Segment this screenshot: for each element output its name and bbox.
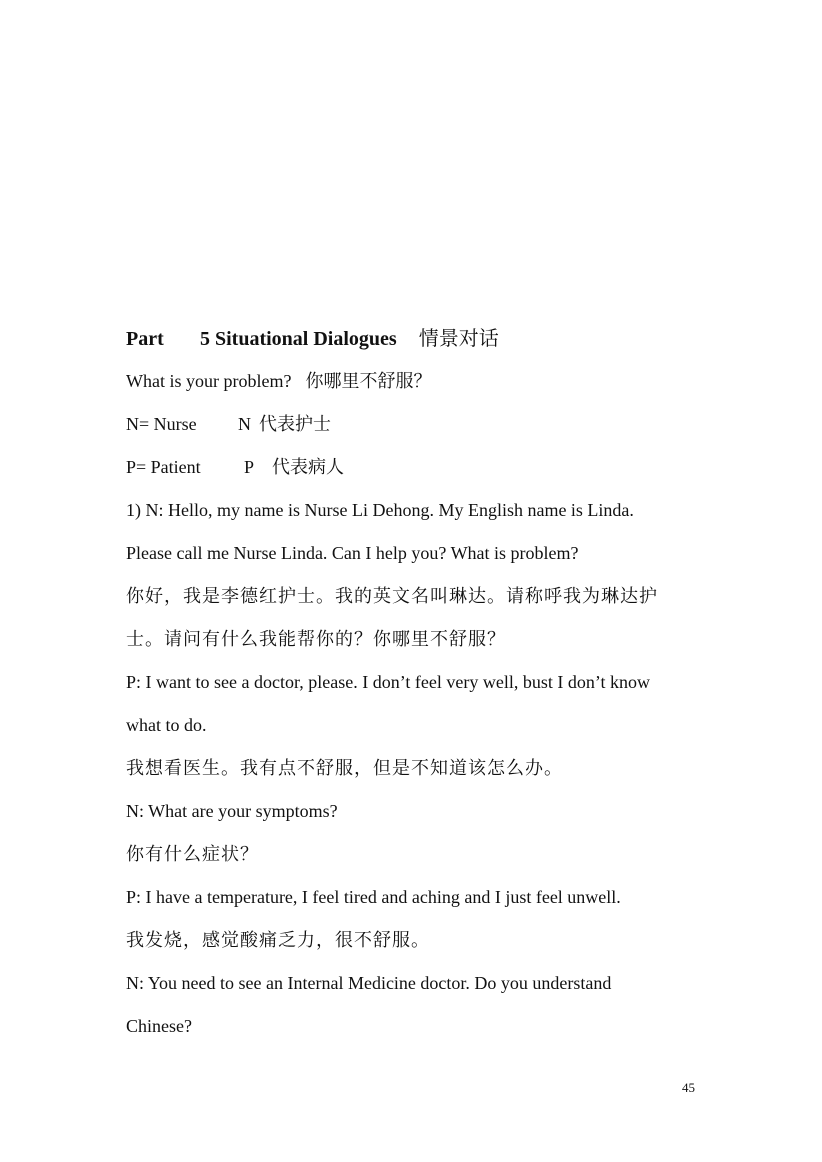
question-chinese: 你哪里不舒服？ bbox=[305, 371, 432, 391]
legend-patient-english: P= Patient bbox=[126, 457, 201, 477]
dialogue-line: N: What are your symptoms? bbox=[126, 801, 338, 821]
dialogue-line-chinese: 你好，我是李德红护士。我的英文名叫琳达。请称呼我为琳达护 bbox=[126, 586, 658, 606]
dialogue-line: N: You need to see an Internal Medicine doctor. Do you understand bbox=[126, 973, 612, 993]
legend-nurse bbox=[126, 412, 331, 436]
dialogue-line: what to do. bbox=[126, 715, 207, 735]
question-english: What is your problem? bbox=[126, 371, 292, 391]
dialogue-line-chinese: 士。请问有什么我能帮你的？你哪里不舒服？ bbox=[126, 629, 506, 649]
legend-nurse-abbr: N bbox=[238, 414, 251, 434]
heading-title: 5 Situational Dialogues bbox=[200, 328, 397, 350]
dialogue-line: Please call me Nurse Linda. Can I help you? What is problem? bbox=[126, 543, 579, 563]
heading-part-label: Part bbox=[126, 328, 164, 350]
subheading-question bbox=[126, 369, 431, 393]
legend-patient-abbr: P bbox=[244, 457, 255, 477]
dialogue-line-chinese: 你有什么症状？ bbox=[126, 844, 259, 864]
legend-patient-chinese: 代表病人 bbox=[272, 457, 345, 477]
dialogue-line: 1) N: Hello, my name is Nurse Li Dehong. My English name is Linda. bbox=[126, 500, 634, 520]
dialogue-line: Chinese? bbox=[126, 1016, 192, 1036]
dialogue-line: P: I have a temperature, I feel tired and aching and I just feel unwell. bbox=[126, 887, 621, 907]
dialogue-line-chinese: 我发烧，感觉酸痛乏力，很不舒服。 bbox=[126, 930, 430, 950]
page-number: 45 bbox=[682, 1080, 695, 1095]
legend-nurse-chinese: 代表护士 bbox=[259, 414, 331, 434]
section-heading bbox=[126, 322, 499, 351]
legend-nurse-english: N= Nurse bbox=[126, 414, 197, 434]
heading-title-chinese: 情景对话 bbox=[418, 328, 499, 350]
legend-patient bbox=[126, 455, 344, 479]
dialogue-line: P: I want to see a doctor, please. I don’t feel very well, bust I don’t know bbox=[126, 672, 650, 692]
dialogue-line-chinese: 我想看医生。我有点不舒服，但是不知道该怎么办。 bbox=[126, 758, 563, 778]
